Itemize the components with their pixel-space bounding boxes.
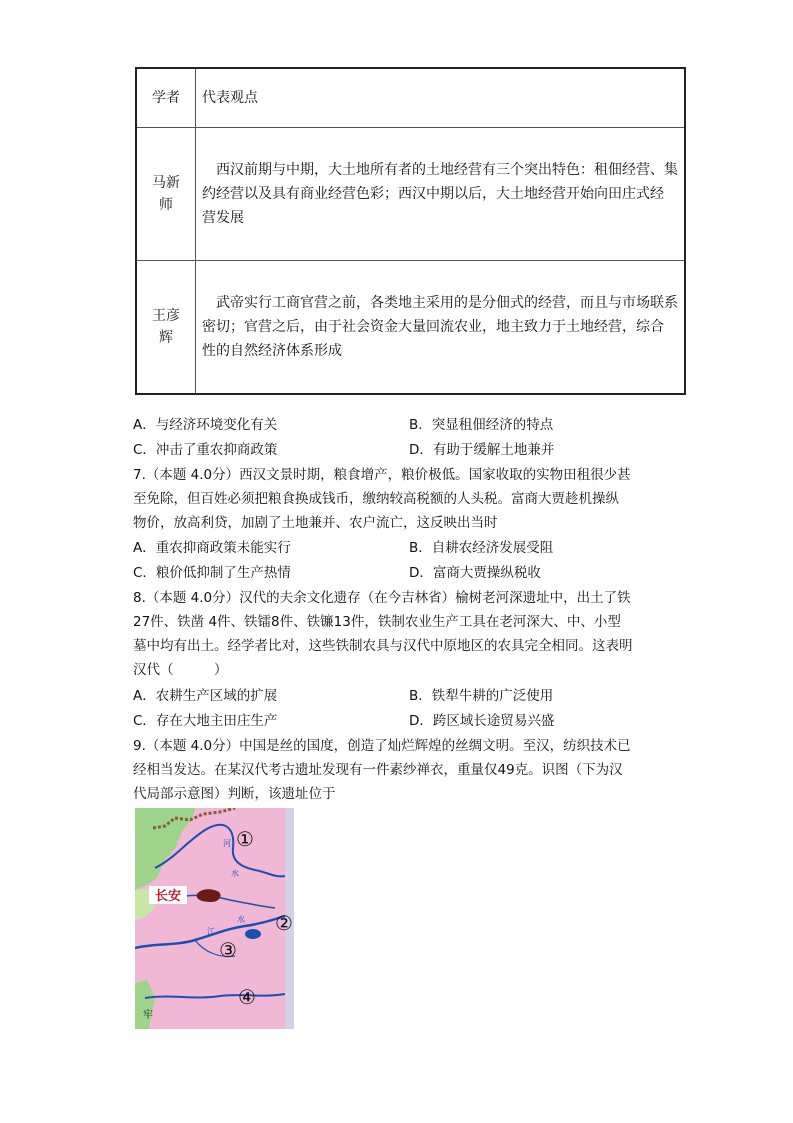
header-view-cell (196, 68, 686, 128)
river-label: 河 (223, 839, 231, 848)
question-line: 至免除，但百姓必须把粮食换成钱币，缴纳较高税额的人头税。富商大贾趁机操纵 (133, 491, 619, 507)
marker-2: ② (275, 911, 293, 935)
q7-option-b[interactable]: B．自耕农经济发展受阻 (409, 540, 554, 556)
q8-options-row-2 (133, 709, 673, 733)
marker-4: ④ (238, 985, 256, 1009)
q7-options-row-1 (133, 536, 673, 560)
question-line: 7.（本题 4.0分）西汉文景时期，粮食增产，粮价极低。国家收取的实物田租很少甚 (133, 467, 631, 483)
question-line: 经相当发达。在某汉代考古遗址发现有一件素纱禅衣，重量仅49克。识图（下为汉 (133, 762, 623, 778)
viewpoint-line: 营发展 (202, 210, 244, 226)
han-dynasty-map (135, 808, 294, 1029)
q7-options-row-2 (133, 561, 673, 585)
q6-options-row-2 (133, 438, 673, 462)
viewpoint-line: 密切；官营之后，由于社会资金大量回流农业，地主致力于土地经营，综合 (202, 319, 664, 335)
river-label: 水 (231, 869, 239, 878)
q8-option-d[interactable]: D．跨区域长途贸易兴盛 (409, 713, 555, 729)
table-row (136, 261, 685, 395)
question-line: 代局部示意图）判断，该遗址位于 (133, 786, 336, 802)
header-view-label: 代表观点 (202, 90, 258, 106)
q8-option-c[interactable]: C．存在大地主田庄生产 (133, 713, 278, 729)
question-7-text (133, 463, 673, 535)
q6-option-d[interactable]: D．有助于缓解土地兼并 (409, 442, 555, 458)
header-scholar-cell (136, 68, 196, 128)
q7-option-d[interactable]: D．富商大贾操纵税收 (409, 565, 541, 581)
q6-option-b[interactable]: B．突显租佃经济的特点 (409, 417, 554, 433)
changan-city-marker (197, 889, 221, 902)
q6-option-c[interactable]: C．冲击了重农抑商政策 (133, 442, 278, 458)
scholar-name: 马新师 (152, 175, 180, 213)
scholar-name: 王彦辉 (152, 308, 180, 346)
viewpoint-line: 西汉前期与中期，大土地所有者的土地经营有三个突出特色：租佃经营、集 (216, 162, 678, 178)
question-8-text (133, 586, 673, 682)
scholar-viewpoint-table (135, 67, 686, 395)
viewpoint-line: 性的自然经济体系形成 (202, 343, 342, 359)
question-line: 物价，放高利贷，加剧了土地兼并、农户流亡，这反映出当时 (133, 515, 498, 531)
viewpoint-line: 约经营以及具有商业经营色彩；西汉中期以后，大土地经营开始向田庄式经 (202, 186, 664, 202)
scholar-cell (136, 261, 196, 395)
question-9-text (133, 734, 673, 806)
header-scholar-label: 学者 (152, 90, 180, 106)
river-label: 水 (237, 915, 245, 924)
question-line: 9.（本题 4.0分）中国是丝的国度，创造了灿烂辉煌的丝绸文明。至汉，纺织技术已 (133, 738, 631, 754)
map-svg (135, 808, 294, 1029)
viewpoint-cell (196, 128, 686, 261)
q7-option-a[interactable]: A．重农抑商政策未能实行 (133, 540, 291, 556)
marker-3: ③ (219, 938, 237, 962)
q6-option-a[interactable]: A．与经济环境变化有关 (133, 417, 278, 433)
scholar-cell (136, 128, 196, 261)
river-label: 江 (207, 927, 215, 936)
marker-1: ① (236, 827, 254, 851)
q8-options-row-1 (133, 684, 673, 708)
viewpoint-line: 武帝实行工商官营之前，各类地主采用的是分佃式的经营，而且与市场联系 (216, 295, 678, 311)
map-lake (245, 929, 261, 939)
q8-option-b[interactable]: B．铁犁牛耕的广泛使用 (409, 688, 554, 704)
question-line: 汉代（ ） (133, 662, 228, 678)
q6-options-row-1 (133, 413, 673, 437)
viewpoint-cell (196, 261, 686, 395)
changan-label: 长安 (154, 889, 182, 904)
q7-option-c[interactable]: C．粮价低抑制了生产热情 (133, 565, 291, 581)
question-line: 8.（本题 4.0分）汉代的夫余文化遗存（在今吉林省）榆树老河深遗址中，出土了铁 (133, 590, 631, 606)
question-line: 27件、铁凿 4件、铁镭8件、铁镰13件，铁制农业生产工具在老河深大、中、小型 (133, 614, 621, 630)
question-line: 墓中均有出土。经学者比对，这些铁制农具与汉代中原地区的农具完全相同。这表明 (133, 638, 633, 654)
q8-option-a[interactable]: A．农耕生产区域的扩展 (133, 688, 278, 704)
table-header-row (136, 68, 685, 128)
table-row (136, 128, 685, 261)
map-corner-label: 牢 (143, 1010, 153, 1021)
